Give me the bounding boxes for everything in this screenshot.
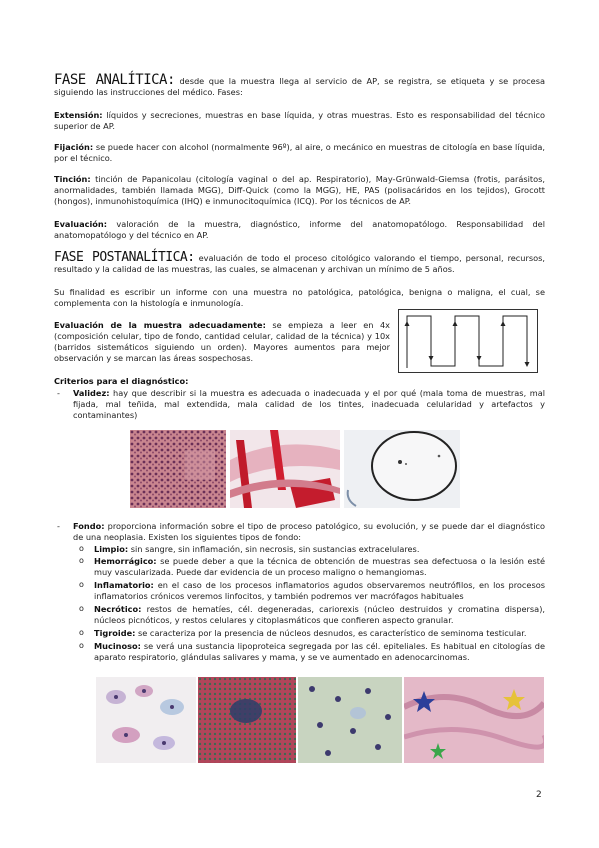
extension-term: Extensión: (54, 110, 103, 120)
page-number: 2 (536, 790, 542, 800)
evaluacion-text: valoración de la muestra, diagnóstico, informe del anatomopatólogo. Responsabilidad del anatomopatólogo y del técnico en AP. (54, 219, 545, 240)
tigroide-term: Tigroide: (94, 628, 136, 638)
criterios-title: Criterios para el diagnóstico: (54, 376, 189, 386)
bullet-tigroide: o (79, 628, 84, 637)
fondo-item-limpio (94, 544, 545, 555)
fase-postanalitica-intro (54, 252, 545, 275)
limpio-term: Limpio: (94, 544, 129, 554)
scan-pattern-svg (399, 310, 537, 372)
evaluacion-muestra-term: Evaluación de la muestra adecuadamente: (54, 320, 266, 330)
micrograph-cyst-outline-svg (344, 430, 460, 508)
inflamatorio-text: en el caso de los procesos inflamatorios agudos observaremos neutrófilos, en los procesos inflamatorios crónicos veremos linfocitos, y también podremos ver macrófagos habituales (94, 580, 545, 601)
finalidad-text: Su finalidad es escribir un informe con una muestra no patológica, patológica, benigna o maligna, el cual, se complementa con la histología e inmunología. (54, 287, 545, 308)
extension-paragraph (54, 110, 545, 132)
fase-analitica-heading: FASE ANALÍTICA: (54, 72, 175, 88)
validez-term: Validez: (73, 388, 110, 398)
micrograph-clean-background (96, 677, 196, 763)
fondo-item-mucinoso (94, 641, 545, 663)
evaluacion-muestra-text: se empieza a leer en 4x (composición celular, tipo de fondo, cantidad celular, calidad de la técnica) y 10x (barridos sistemáticos siguiendo un orden). Mayores aumentos para mejor observación y se marcan las áreas sospechosas. (54, 320, 391, 363)
bullet-limpio: o (79, 544, 84, 553)
micrograph-hemorrhagic-background-svg (198, 677, 296, 763)
micrograph-inflammatory-background (298, 677, 402, 763)
fondo-item-tigroide (94, 628, 545, 639)
micrograph-clean-background-svg (96, 677, 196, 763)
validez-text: hay que describir si la muestra es adecuada o inadecuada y el por qué (mala toma de muestras, mal fijada, mal teñida, mal extendida, mala calidad de los tintes, inadecuada celularidad y artefactos y contaminantes) (73, 388, 545, 420)
necrotico-term: Necrótico: (94, 604, 142, 614)
bullet-mucinoso: o (79, 641, 84, 650)
fondo-term: Fondo: (73, 521, 105, 531)
tigroide-text: se caracteriza por la presencia de núcleos desnudos, es característico de seminoma testicular. (138, 628, 527, 638)
micrograph-tissue-dense-svg (130, 430, 226, 508)
fondo-item-hemorragico (94, 556, 545, 578)
extension-text: líquidos y secreciones, muestras en base líquida, y otras muestras. Esto es responsabilidad del técnico superior de AP. (54, 110, 545, 131)
evaluacion-paragraph (54, 219, 545, 241)
finalidad-paragraph (54, 287, 545, 309)
mucinoso-term: Mucinoso: (94, 641, 141, 651)
micrograph-tissue-dense (130, 430, 226, 508)
fijacion-term: Fijación: (54, 142, 94, 152)
criterios-heading (54, 376, 545, 387)
fase-analitica-intro-text: desde que la muestra llega al servicio de AP, se registra, se etiqueta y se procesa siguiendo las instrucciones del médico. Fases: (54, 76, 545, 97)
limpio-text: sin sangre, sin inflamación, sin necrosis, sin sustancias extracelulares. (130, 544, 420, 554)
fondo-dash: - (57, 521, 60, 531)
bullet-inflamatorio: o (79, 580, 84, 589)
micrograph-inflammatory-background-svg (298, 677, 402, 763)
necrotico-text: restos de hematíes, cél. degeneradas, cariorexis (núcleo destruidos y cromatina dispersa), núcleos picnóticos, y restos celulares y citoplasmáticos que confieren aspecto granular. (94, 604, 545, 625)
fase-analitica-intro (54, 72, 545, 98)
validez-dash: - (57, 388, 60, 398)
fondo-text: proporciona información sobre el tipo de proceso patológico, su evolución, y se puede dar el diagnóstico de una neoplasia. Existen los siguientes tipos de fondo: (73, 521, 545, 542)
fondo-item-necrotico (94, 604, 545, 626)
fondo-paragraph (73, 521, 545, 543)
fase-postanalitica-intro-text: evaluación de todo el proceso citológico valorando el tiempo, personal, recursos, resultado y la calidad de las muestras, las cuales, se almacenan y archivan un mínimo de 5 años. (54, 253, 545, 274)
tincion-text: tinción de Papanicolau (citología vaginal o del ap. Respiratorio), May-Grünwald-Giemsa (frotis, parásitos, anormalidades, también llamada MGG), Diff-Quick (como la MGG), HE, PAS (polisacáridos en los tejidos), Grocott (hongos), inmunohistoquímica (IHQ) e inmunocitoquímica (ICQ). Por los técnicos de AP. (54, 174, 546, 206)
micrograph-tissue-stars-svg (404, 677, 544, 763)
fondo-item-inflamatorio (94, 580, 545, 602)
micrograph-tissue-section-red-svg (230, 430, 340, 508)
evaluacion-term: Evaluación: (54, 219, 108, 229)
mucinoso-text: se verá una sustancia lipoproteica segregada por las cél. epiteliales. Es habitual en citologías de aparato respiratorio, glándulas salivares y mama, y se ve aumentado en adenocarcinomas. (94, 641, 545, 662)
inflamatorio-term: Inflamatorio: (94, 580, 154, 590)
scan-pattern-diagram (398, 309, 538, 373)
evaluacion-muestra-paragraph (54, 320, 390, 364)
bullet-hemorragico: o (79, 556, 84, 565)
hemorragico-term: Hemorrágico: (94, 556, 157, 566)
micrograph-tissue-stars (404, 677, 544, 763)
micrograph-hemorrhagic-background (198, 677, 296, 763)
fijacion-paragraph (54, 142, 545, 164)
fijacion-text: se puede hacer con alcohol (normalmente 96º), al aire, o mecánico en muestras de citología en base líquida, por el técnico. (54, 142, 546, 163)
bullet-necrotico: o (79, 604, 84, 613)
micrograph-cyst-outline (344, 430, 460, 508)
micrograph-tissue-section-red (230, 430, 340, 508)
tincion-paragraph (54, 174, 545, 207)
tincion-term: Tinción: (54, 174, 91, 184)
fase-postanalitica-heading: FASE POSTANALÍTICA: (54, 250, 195, 265)
hemorragico-text: se puede deber a que la técnica de obtención de muestras sea defectuosa o la lesión esté muy vascularizada. Puede dar evidencia de un proceso maligno o hemangiomas. (94, 556, 545, 577)
validez-paragraph (73, 388, 545, 421)
